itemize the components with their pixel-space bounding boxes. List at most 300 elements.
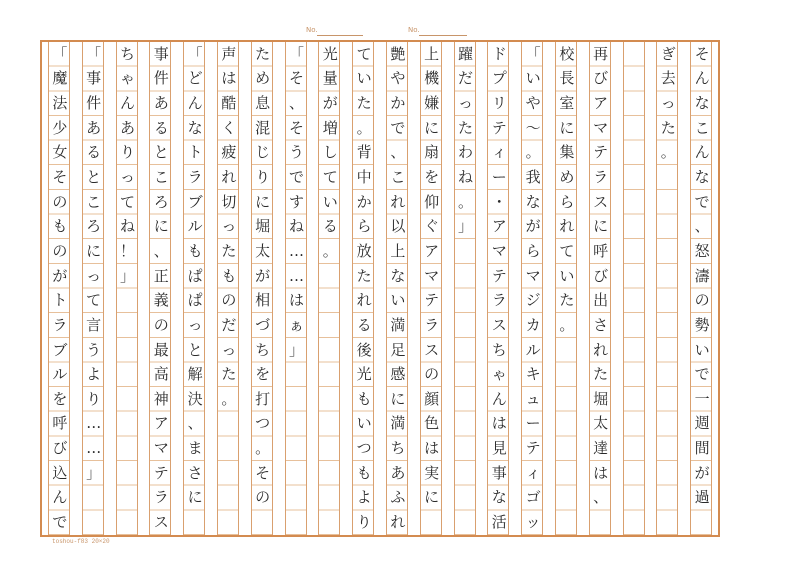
character-cell: い [390,291,406,310]
manuscript-column [690,42,712,535]
character-cell: 長 [559,69,575,88]
character-cell: 酷 [221,94,237,113]
character-cell: こ [390,168,406,187]
character-cell: ん [491,389,507,408]
character-cell: こ [694,118,710,137]
character-cell: 打 [255,389,271,408]
character-cell: プ [491,69,507,88]
character-cell: 。 [525,143,541,162]
character-cell: れ [559,217,575,236]
character-cell: に [559,118,575,137]
character-cell: 」 [457,217,473,236]
manuscript-column [454,42,476,535]
character-cell: つ [255,414,271,433]
character-cell: く [221,118,237,137]
column-text [252,42,274,535]
character-cell: テ [593,143,609,162]
character-cell: て [86,291,102,310]
character-cell: 活 [491,512,507,531]
character-cell: り [119,143,135,162]
character-cell: 堀 [593,389,609,408]
character-cell: や [525,94,541,113]
character-cell: 我 [525,168,541,187]
character-cell: ん [187,94,203,113]
column-text [522,42,544,535]
column-text [691,42,713,535]
character-cell: び [593,69,609,88]
character-cell: に [424,488,440,507]
character-cell: っ [660,94,676,113]
character-cell: っ [221,217,237,236]
manuscript-column [149,42,171,535]
character-cell: ら [356,217,372,236]
paper-code: toshou-f83 20×20 [52,538,110,545]
character-cell: ル [525,340,541,359]
character-cell: 義 [153,291,169,310]
character-cell: 顔 [424,389,440,408]
character-cell: に [424,118,440,137]
character-cell: マ [491,241,507,260]
character-cell: よ [356,488,372,507]
character-cell: ん [52,488,68,507]
character-cell: い [559,266,575,285]
character-cell: マ [525,266,541,285]
character-cell: 濤 [694,266,710,285]
character-cell: な [694,168,710,187]
character-cell: て [119,192,135,211]
column-text [184,42,206,535]
manuscript-column [82,42,104,535]
character-cell: の [424,365,440,384]
character-cell: 法 [52,94,68,113]
character-cell: ル [52,365,68,384]
character-cell: 光 [322,44,338,63]
character-cell: 。 [255,439,271,458]
character-cell: れ [390,192,406,211]
character-cell: ラ [153,488,169,507]
manuscript-column [487,42,509,535]
character-cell: そ [694,44,710,63]
character-cell: こ [153,168,169,187]
character-cell: 正 [153,266,169,285]
column-text [218,42,240,535]
character-cell: ら [559,192,575,211]
character-cell: た [660,118,676,137]
character-cell: て [356,44,372,63]
character-cell: 光 [356,365,372,384]
character-cell: だ [221,315,237,334]
character-cell: 呼 [593,241,609,260]
manuscript-column [589,42,611,535]
character-cell: ー [525,414,541,433]
character-cell: 中 [356,168,372,187]
character-cell: ル [187,217,203,236]
character-cell: し [322,143,338,162]
character-cell: ど [187,69,203,88]
character-cell: ス [491,315,507,334]
character-cell: ね [288,217,304,236]
character-cell: 、 [153,241,169,260]
character-cell: ト [52,291,68,310]
character-cell: ラ [424,315,440,334]
character-cell: 込 [52,463,68,482]
character-cell: 室 [559,94,575,113]
character-cell: 、 [593,488,609,507]
character-cell: 週 [694,414,710,433]
character-cell: ー [491,168,507,187]
character-cell: れ [390,512,406,531]
character-cell: に [187,488,203,507]
character-cell: る [153,118,169,137]
character-cell: ッ [525,512,541,531]
character-cell: ゃ [491,365,507,384]
character-cell: ち [255,340,271,359]
character-cell: 息 [255,94,271,113]
character-cell: た [221,241,237,260]
character-cell: な [187,118,203,137]
character-cell: 「 [52,44,68,63]
character-cell: そ [288,69,304,88]
character-cell: 声 [221,44,237,63]
character-cell: さ [593,315,609,334]
column-text [455,42,477,535]
column-text [488,42,510,535]
character-cell: 事 [153,44,169,63]
character-cell: 感 [390,365,406,384]
character-cell: 神 [153,389,169,408]
character-cell: 魔 [52,69,68,88]
character-cell: の [694,291,710,310]
character-cell: ア [424,241,440,260]
character-cell: 「 [187,44,203,63]
character-cell: 。 [221,389,237,408]
character-cell: 上 [390,241,406,260]
character-cell: に [593,217,609,236]
manuscript-column [251,42,273,535]
column-text [421,42,443,535]
character-cell: マ [424,266,440,285]
character-cell: 事 [86,69,102,88]
character-cell: 出 [593,291,609,310]
character-cell: … [86,414,102,433]
character-cell: ア [153,414,169,433]
character-cell: り [255,168,271,187]
character-cell: ち [390,439,406,458]
character-cell: 「 [525,44,541,63]
character-cell: は [424,439,440,458]
character-cell: マ [153,439,169,458]
character-cell: だ [457,69,473,88]
character-cell: は [593,463,609,482]
character-cell: そ [288,118,304,137]
character-cell: わ [457,143,473,162]
column-text [657,42,679,535]
character-cell: 高 [153,365,169,384]
character-cell: テ [491,118,507,137]
character-cell: 間 [694,439,710,458]
character-cell: は [221,69,237,88]
character-cell: リ [491,94,507,113]
character-cell: が [525,217,541,236]
character-cell: て [322,168,338,187]
character-cell: ス [424,340,440,359]
character-cell: ラ [593,168,609,187]
character-cell: 去 [660,69,676,88]
character-cell: 少 [52,118,68,137]
character-cell: を [255,365,271,384]
character-cell: 扇 [424,143,440,162]
character-cell: 言 [86,315,102,334]
character-cell: 件 [86,94,102,113]
character-cell: る [356,315,372,334]
character-cell: と [153,143,169,162]
character-cell: ぐ [424,217,440,236]
character-cell: ら [525,241,541,260]
character-cell: ふ [390,488,406,507]
character-cell: 実 [424,463,440,482]
character-cell: よ [86,365,102,384]
character-cell: あ [390,463,406,482]
character-cell: う [86,340,102,359]
character-cell: で [694,365,710,384]
character-cell: テ [153,463,169,482]
character-cell: 校 [559,44,575,63]
character-cell: 決 [187,389,203,408]
character-cell: 「 [86,44,102,63]
manuscript-column [386,42,408,535]
character-cell: も [356,463,372,482]
character-cell: う [288,143,304,162]
character-cell: れ [356,291,372,310]
character-cell: ね [457,168,473,187]
character-cell: や [390,69,406,88]
character-cell: あ [153,94,169,113]
character-cell: 」 [288,340,304,359]
character-cell: ！ [119,241,135,260]
character-cell: ア [593,94,609,113]
character-cell: 混 [255,118,271,137]
character-cell: る [86,143,102,162]
character-cell: 「 [288,44,304,63]
character-cell: 。 [660,143,676,162]
character-cell: 満 [390,315,406,334]
character-cell: は [491,414,507,433]
character-cell: ん [694,143,710,162]
character-cell: を [52,389,68,408]
character-cell: い [694,340,710,359]
column-text [49,42,71,535]
character-cell: あ [119,118,135,137]
character-cell: っ [86,266,102,285]
character-cell: ィ [491,143,507,162]
character-cell: 。 [356,118,372,137]
character-cell: 仰 [424,192,440,211]
character-cell: す [288,192,304,211]
character-cell: テ [424,291,440,310]
column-text [624,42,646,535]
character-cell: で [52,512,68,531]
character-cell: め [255,69,271,88]
character-cell: に [86,241,102,260]
character-cell: た [221,365,237,384]
character-cell: 嫌 [424,94,440,113]
character-cell: 上 [424,44,440,63]
character-cell: な [525,192,541,211]
character-cell: た [457,118,473,137]
column-text [590,42,612,535]
character-cell: ゴ [525,488,541,507]
manuscript-column [521,42,543,535]
character-cell: じ [255,143,271,162]
character-cell: に [390,389,406,408]
character-cell: 」 [119,266,135,285]
character-cell: 。 [559,315,575,334]
character-cell: 過 [694,488,710,507]
character-cell: 、 [390,143,406,162]
character-cell: 一 [694,389,710,408]
character-cell: ト [187,143,203,162]
character-cell: を [424,168,440,187]
character-cell: た [356,266,372,285]
character-cell: 相 [255,291,271,310]
character-cell: 後 [356,340,372,359]
number-label-2: No. [408,26,420,34]
character-cell: 切 [221,192,237,211]
character-cell: カ [525,315,541,334]
character-cell: 艶 [390,44,406,63]
character-cell: が [322,94,338,113]
character-cell: ぱ [187,291,203,310]
character-cell: ～ [525,118,541,137]
column-text [319,42,341,535]
manuscript-column [318,42,340,535]
character-cell: 」 [86,463,102,482]
manuscript-column [285,42,307,535]
character-cell: 太 [593,414,609,433]
character-cell: め [559,168,575,187]
manuscript-column [48,42,70,535]
character-cell: っ [119,168,135,187]
character-cell: り [86,389,102,408]
manuscript-column [217,42,239,535]
character-cell: 増 [322,118,338,137]
character-cell: て [559,241,575,260]
character-cell: も [187,241,203,260]
character-cell: っ [221,340,237,359]
character-cell: づ [255,315,271,334]
character-cell: ち [119,44,135,63]
character-cell: が [255,266,271,285]
character-cell: い [322,192,338,211]
character-cell: で [694,192,710,211]
character-cell: ュ [525,389,541,408]
character-cell: … [86,439,102,458]
character-cell: な [390,266,406,285]
character-cell: 、 [288,94,304,113]
character-cell: た [593,365,609,384]
character-cell: ジ [525,291,541,310]
character-cell: ラ [187,168,203,187]
character-cell: は [288,291,304,310]
character-cell: ぱ [187,266,203,285]
character-cell: の [255,488,271,507]
character-cell: ぁ [288,315,304,334]
character-cell: 女 [52,143,68,162]
character-cell: る [322,217,338,236]
character-cell: び [593,266,609,285]
manuscript-column [420,42,442,535]
column-text [387,42,409,535]
character-cell: 色 [424,414,440,433]
character-cell: マ [593,118,609,137]
character-cell: 堀 [255,217,271,236]
manuscript-column [183,42,205,535]
character-cell: … [289,241,304,260]
character-cell: な [694,94,710,113]
character-cell: 解 [187,365,203,384]
character-cell: そ [255,463,271,482]
character-cell: に [255,192,271,211]
character-cell: つ [356,439,372,458]
character-cell: … [289,266,304,285]
character-cell: 。 [457,192,473,211]
character-cell: そ [52,168,68,187]
character-cell: 件 [153,69,169,88]
character-cell: 疲 [221,143,237,162]
character-cell: 以 [390,217,406,236]
character-cell: ブ [52,340,68,359]
character-cell: も [52,217,68,236]
character-cell: に [153,217,169,236]
character-cell: た [255,44,271,63]
character-cell: 勢 [694,315,710,334]
column-text [353,42,375,535]
character-cell: で [288,168,304,187]
character-cell: ラ [52,315,68,334]
character-cell: 放 [356,241,372,260]
column-text [83,42,105,535]
character-cell: と [187,340,203,359]
character-cell: ん [119,94,135,113]
column-text [150,42,172,535]
column-text [117,42,139,535]
character-cell: 足 [390,340,406,359]
character-cell: の [153,315,169,334]
character-cell: 事 [491,463,507,482]
number-field-2 [419,35,467,36]
character-cell: ド [491,44,507,63]
character-cell: テ [525,439,541,458]
character-cell: 呼 [52,414,68,433]
character-cell: 満 [390,414,406,433]
character-cell: い [525,69,541,88]
character-cell: れ [593,340,609,359]
manuscript-column [555,42,577,535]
character-cell: で [390,118,406,137]
character-cell: り [356,512,372,531]
character-cell: 太 [255,241,271,260]
character-cell: た [559,291,575,310]
character-cell: ゃ [119,69,135,88]
character-cell: も [356,389,372,408]
character-cell: と [86,168,102,187]
character-cell: び [52,439,68,458]
character-cell: テ [491,266,507,285]
column-text [556,42,578,535]
manuscript-column [352,42,374,535]
character-cell: ィ [525,463,541,482]
character-cell: 怒 [694,241,710,260]
